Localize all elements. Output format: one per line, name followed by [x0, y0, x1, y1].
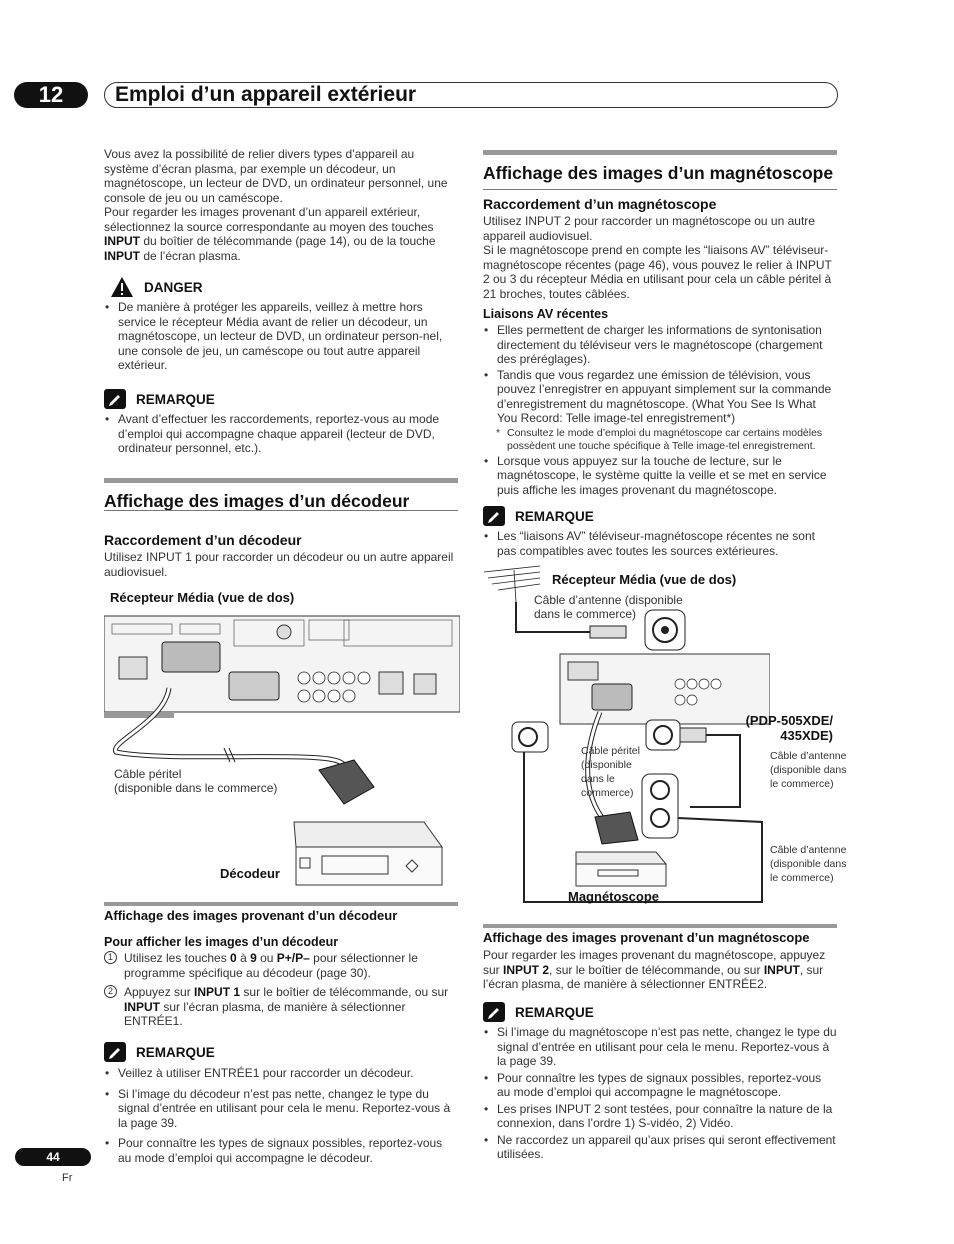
- note-item: • Pour connaître les types de signaux possibles, reportez-vous au mode d’emploi qui accompagne le décodeur.: [104, 1136, 458, 1165]
- figure1-cable-label: Câble péritel (disponible dans le commerce): [114, 767, 278, 795]
- pencil-note-icon: [483, 506, 505, 526]
- av-item: • Tandis que vous regardez une émission de télévision, vous pouvez l’enregistrer en appuyant simplement sur la commande d’enregistrement du magnétoscope. (What You See Is What You Record: Telle image-tel enregistrement*): [483, 368, 837, 426]
- figure2-antenna-cable-label-2: Câble d’antenne (disponible dans le commerce): [770, 844, 847, 884]
- subsection-title-view-vcr: Affichage des images provenant d’un magnétoscope: [483, 930, 810, 945]
- step-1: 1 Utilisez les touches 0 à 9 ou P+/P– pour sélectionner le programme spécifique au décodeur (page 30).: [104, 951, 458, 980]
- figure2-antenna-label: Câble d’antenne (disponible dans le commerce): [534, 593, 683, 621]
- danger-box: [110, 276, 458, 298]
- note-heading-2: REMARQUE: [104, 1042, 458, 1062]
- av-item: • Elles permettent de charger les informations de syntonisation directement du téléviseur vers le magnétoscope (chargement des préréglages).: [483, 323, 837, 367]
- note-box-4: [483, 1002, 837, 1022]
- av-footnote: * Consultez le mode d’emploi du magnétoscope car certains modèles possèdent une touche spécifique à Telle image-tel enregistrement.: [496, 426, 823, 452]
- note-box-1: [104, 389, 458, 409]
- warning-triangle-icon: [110, 276, 134, 298]
- intro-block: [104, 147, 458, 263]
- intro-paragraph-1: Vous avez la possibilité de relier divers types d’appareil au système d’écran plasma, par exemple un décodeur, un magnétoscope, un lecteur de DVD, un ordinateur personnel, une console de jeu ou un caméscope.: [104, 147, 448, 205]
- chapter-number: 12: [14, 82, 88, 108]
- step-2: 2 Appuyez sur INPUT 1 sur le boîtier de télécommande, ou sur INPUT sur l’écran plasma, de manière à sélectionner ENTRÉE1.: [104, 985, 458, 1029]
- note-item: • Les prises INPUT 2 sont testées, pour connaître la nature de la connexion, dans l’ordre 1) S-vidéo, 2) Vidéo.: [483, 1102, 837, 1131]
- note-item: • Ne raccordez un appareil qu’aux prises qui seront effectivement utilisées.: [483, 1133, 837, 1162]
- pencil-note-icon: [104, 1042, 126, 1062]
- page-number: 44: [15, 1148, 91, 1166]
- section-title-vcr: Affichage des images d’un magnétoscope: [483, 150, 837, 190]
- note-box-3: [483, 506, 837, 526]
- note-item: • Si l’image du décodeur n’est pas nette, changez le type du signal d’entrée en utilisant pour cela le menu. Reportez-vous à la page 39.: [104, 1087, 458, 1131]
- decoder-connection-diagram: [104, 612, 460, 894]
- pencil-note-icon: [483, 1002, 505, 1022]
- danger-heading: DANGER: [110, 276, 458, 298]
- figure2-antenna-cable-label-1: Câble d’antenne (disponible dans le commerce): [770, 750, 847, 790]
- figure2-scart-label: Câble péritel (disponible dans le commerce): [581, 745, 640, 799]
- av-links-title: Liaisons AV récentes: [483, 307, 609, 321]
- chapter-title: Emploi d’un appareil extérieur: [104, 82, 838, 108]
- note-heading-3: REMARQUE: [483, 506, 837, 526]
- danger-list: [104, 300, 458, 373]
- section-title-decoder: Affichage des images d’un décodeur: [104, 478, 458, 512]
- pencil-note-icon: [104, 389, 126, 409]
- decoder-steps: [104, 951, 458, 1029]
- figure1-title: Récepteur Média (vue de dos): [110, 590, 295, 605]
- view-vcr-text: Pour regarder les images provenant du magnétoscope, appuyez sur INPUT 2, sur le boîtier de télécommande, ou sur INPUT, sur l’écran plasma, de manière à sélectionner ENTRÉE2.: [483, 948, 826, 991]
- connect-vcr-text-2: Si le magnétoscope prend en compte les “liaisons AV” téléviseur-magnétoscope récentes (page 46), vous pouvez le relier à INPUT 2 ou 3 du récepteur Média en utilisant pour cela un câble péritel à 21 broches, toutes câblées.: [483, 243, 832, 301]
- note-item: • Avant d’effectuer les raccordements, reportez-vous au mode d’emploi qui accompagne chaque appareil (lecteur de DVD, ordinateur personnel, etc.).: [104, 412, 458, 456]
- connect-decoder-text: Utilisez INPUT 1 pour raccorder un décodeur ou un autre appareil audiovisuel.: [104, 550, 454, 579]
- danger-item: • De manière à protéger les appareils, veillez à mettre hors service le récepteur Média avant de relier un décodeur, un magnétoscope, un lecteur de DVD, un ordinateur person-nel, une console de jeu, un caméscope ou tout autre appareil extérieur.: [104, 300, 458, 373]
- note-item: • Pour connaître les types de signaux possibles, reportez-vous au mode d’emploi qui accompagne le magnétoscope.: [483, 1071, 837, 1100]
- subsection-title-connect-vcr: Raccordement d’un magnétoscope: [483, 196, 717, 212]
- connect-vcr-text-1: Utilisez INPUT 2 pour raccorder un magnétoscope ou un autre appareil audiovisuel.: [483, 214, 815, 243]
- note-heading-4: REMARQUE: [483, 1002, 837, 1022]
- note-item: • Les “liaisons AV” téléviseur-magnétoscope récentes ne sont pas compatibles avec toutes les sources extérieures.: [483, 529, 837, 558]
- note-item: • Veillez à utiliser ENTRÉE1 pour raccorder un décodeur.: [104, 1066, 458, 1081]
- note-box-2: [104, 1042, 458, 1062]
- note-heading-1: REMARQUE: [104, 389, 458, 409]
- note-item: • Si l’image du magnétoscope n’est pas nette, changez le type du signal d’entrée en utilisant pour cela le menu. Reportez-vous à la page 39.: [483, 1025, 837, 1069]
- figure2-model-label: (PDP-505XDE/ 435XDE): [745, 713, 833, 743]
- av-item: • Lorsque vous appuyez sur la touche de lecture, sur le magnétoscope, le système quitte la veille et se met en service puis affiche les images provenant du magnétoscope.: [483, 454, 837, 498]
- language-code: Fr: [62, 1172, 73, 1184]
- figure2-vcr-label: Magnétoscope: [568, 889, 660, 904]
- intro-paragraph-2: Pour regarder les images provenant d’un appareil extérieur, sélectionnez la source correspondante au moyen des touches INPUT du boîtier de télécommande (page 14), ou de la touche INPUT de l’écran plasma.: [104, 205, 436, 263]
- subsection-title-view-decoder: Affichage des images provenant d’un décodeur: [104, 908, 398, 923]
- figure2-title: Récepteur Média (vue de dos): [552, 572, 737, 587]
- view-decoder-subheading: Pour afficher les images d’un décodeur: [104, 935, 339, 949]
- figure1-decoder-label: Décodeur: [220, 866, 280, 881]
- subsection-title-connect-decoder: Raccordement d’un décodeur: [104, 532, 302, 548]
